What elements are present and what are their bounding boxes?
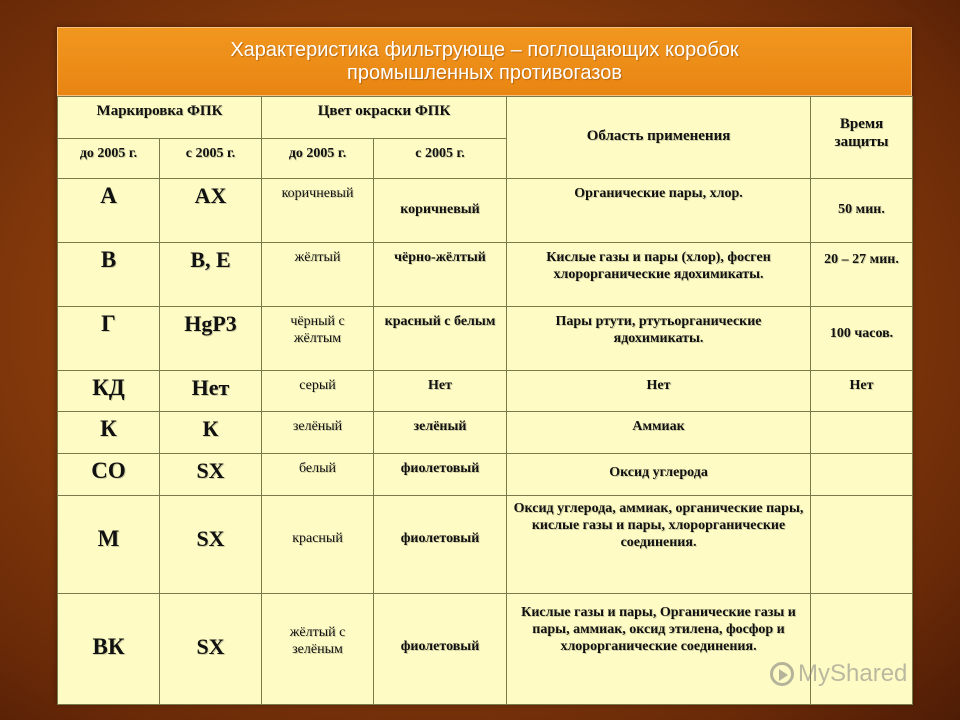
table-row: [58, 496, 913, 594]
header-color: Цвет окраски ФПК: [262, 97, 507, 139]
slide-title: [57, 27, 912, 96]
cell-area: Аммиак: [507, 412, 811, 454]
cell-time: 20 – 27 мин.: [811, 243, 913, 307]
subheader-color-before-2005: до 2005 г.: [262, 139, 374, 179]
cell-color-new: фиолетовый: [374, 454, 507, 496]
table-row: [58, 307, 913, 371]
cell-mark-new: В, Е: [160, 243, 262, 307]
cell-color-old: чёрный с жёлтым: [262, 307, 374, 371]
cell-mark-new: SX: [160, 594, 262, 705]
cell-color-new: красный с белым: [374, 307, 507, 371]
subheader-color-since-2005: с 2005 г.: [374, 139, 507, 179]
cell-color-old: белый: [262, 454, 374, 496]
header-area: Область применения: [507, 97, 811, 179]
cell-color-new: фиолетовый: [374, 496, 507, 594]
cell-color-old: серый: [262, 371, 374, 412]
cell-area: Кислые газы и пары, Органические газы и пары, аммиак, оксид этилена, фосфор и хлорорганические соединения.: [507, 594, 811, 705]
cell-time: [811, 454, 913, 496]
slide: [57, 27, 912, 704]
watermark: [770, 660, 907, 688]
header-marking: Маркировка ФПК: [58, 97, 262, 139]
cell-time: [811, 496, 913, 594]
cell-mark-old: СО: [58, 454, 160, 496]
cell-time: Нет: [811, 371, 913, 412]
cell-mark-new: АХ: [160, 179, 262, 243]
play-icon: [770, 662, 794, 686]
cell-area: Нет: [507, 371, 811, 412]
table-row: [58, 371, 913, 412]
watermark-text: MyShared: [798, 660, 908, 687]
title-line-2: промышленных противогазов: [347, 61, 622, 84]
cell-area: Пары ртути, ртутьорганические ядохимикаты.: [507, 307, 811, 371]
cell-color-new: зелёный: [374, 412, 507, 454]
cell-color-old: жёлтый: [262, 243, 374, 307]
cell-area: Оксид углерода: [507, 454, 811, 496]
cell-color-old: коричневый: [262, 179, 374, 243]
cell-mark-new: HgP3: [160, 307, 262, 371]
cell-color-old: зелёный: [262, 412, 374, 454]
cell-mark-old: М: [58, 496, 160, 594]
cell-mark-old: В: [58, 243, 160, 307]
table-row: [58, 243, 913, 307]
cell-mark-old: ВК: [58, 594, 160, 705]
header-row: [58, 97, 913, 139]
cell-color-new: коричневый: [374, 179, 507, 243]
subheader-marking-since-2005: с 2005 г.: [160, 139, 262, 179]
header-time: Время защиты: [811, 97, 913, 179]
cell-mark-new: К: [160, 412, 262, 454]
cell-mark-new: Нет: [160, 371, 262, 412]
cell-color-old: красный: [262, 496, 374, 594]
cell-color-old: жёлтый с зелёным: [262, 594, 374, 705]
cell-mark-new: SX: [160, 496, 262, 594]
fpk-table: [57, 96, 913, 705]
subheader-marking-before-2005: до 2005 г.: [58, 139, 160, 179]
title-line-1: Характеристика фильтрующе – поглощающих коробок: [230, 38, 739, 61]
cell-color-new: Нет: [374, 371, 507, 412]
cell-mark-old: Г: [58, 307, 160, 371]
cell-area: Оксид углерода, аммиак, органические пары, кислые газы и пары, хлорорганические соединения.: [507, 496, 811, 594]
cell-mark-old: КД: [58, 371, 160, 412]
cell-area: Кислые газы и пары (хлор), фосген хлорорганические ядохимикаты.: [507, 243, 811, 307]
cell-time: 100 часов.: [811, 307, 913, 371]
cell-area: Органические пары, хлор.: [507, 179, 811, 243]
cell-color-new: фиолетовый: [374, 594, 507, 705]
cell-mark-old: К: [58, 412, 160, 454]
cell-time: [811, 412, 913, 454]
cell-mark-old: А: [58, 179, 160, 243]
cell-time: 50 мин.: [811, 179, 913, 243]
table-row: [58, 179, 913, 243]
table-row: [58, 412, 913, 454]
cell-color-new: чёрно-жёлтый: [374, 243, 507, 307]
table-row: [58, 454, 913, 496]
cell-mark-new: SX: [160, 454, 262, 496]
